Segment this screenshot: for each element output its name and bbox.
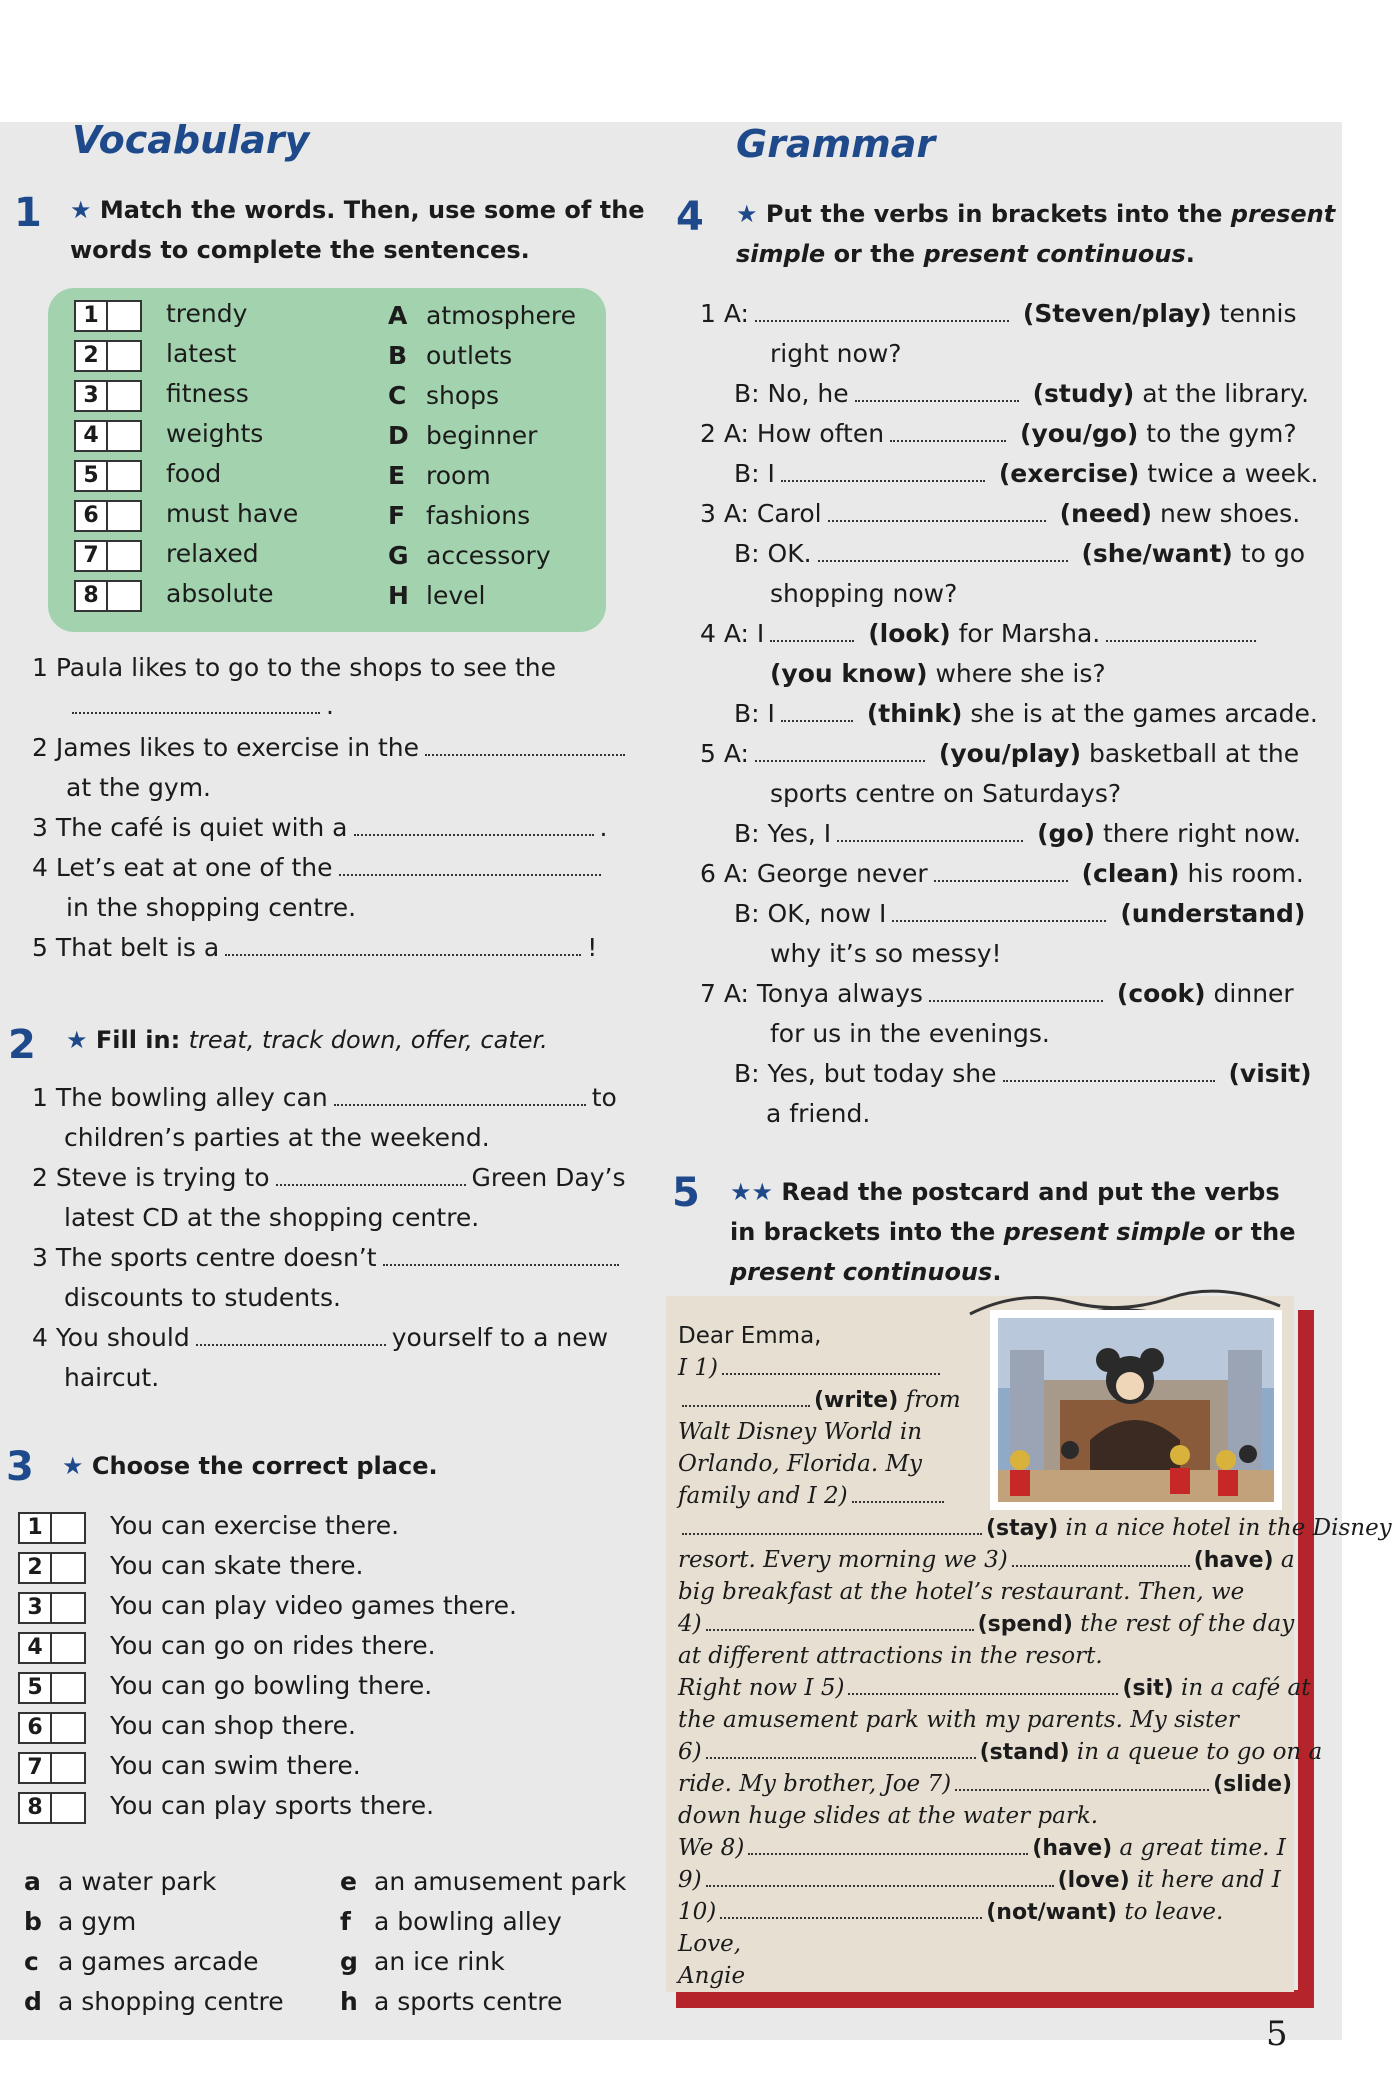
place-option: h a sports centre [340, 1987, 563, 2016]
ex4-line-6b[interactable]: B: OK, now I (understand) [734, 899, 1306, 928]
ex1-sentence-2-cont: at the gym. [66, 773, 212, 802]
ex4-line-4b: (you know) where she is? [770, 659, 1106, 688]
match-word-right: E room [388, 461, 491, 490]
postcard-line-5[interactable]: (stay) in a nice hotel in the Disney [678, 1512, 1392, 1545]
match-number: 4 [76, 422, 108, 450]
exercise-1-number: 1 [14, 190, 42, 236]
postcard-blank-2[interactable]: family and I 2) [678, 1480, 948, 1512]
place-clue: You can go bowling there. [110, 1671, 433, 1700]
ex4-line-3c: shopping now? [770, 579, 958, 608]
place-answer-box[interactable] [18, 1752, 86, 1784]
postcard-red-edge [1298, 1310, 1314, 1990]
ex4-line-2b[interactable]: B: I (exercise) twice a week. [734, 459, 1319, 488]
ex4-line-5b: sports centre on Saturdays? [770, 779, 1122, 808]
exercise-1-instruction: ★ Match the words. Then, use some of the [70, 196, 645, 224]
place-option: e an amusement park [340, 1867, 627, 1896]
place-number: 2 [20, 1554, 52, 1582]
place-number: 3 [20, 1594, 52, 1622]
match-answer-box[interactable] [74, 540, 142, 572]
postcard-blank-6[interactable]: 6) (stand) in a queue to go on a [678, 1739, 1323, 1765]
disney-castle-stamp-image [990, 1310, 1282, 1510]
match-answer-box[interactable] [74, 380, 142, 412]
star-icon: ★ [736, 200, 758, 228]
place-number: 4 [20, 1634, 52, 1662]
place-answer-box[interactable] [18, 1792, 86, 1824]
match-word-right: H level [388, 581, 486, 610]
exercise-3-instruction: ★ Choose the correct place. [62, 1452, 438, 1480]
match-word-right: A atmosphere [388, 301, 576, 330]
ex2-sentence-3[interactable]: 3 The sports centre doesn’t [32, 1238, 625, 1278]
match-number: 1 [76, 302, 108, 330]
ex4-line-4[interactable]: 4 A: I (look) for Marsha. [700, 614, 1262, 654]
match-number: 2 [76, 342, 108, 370]
ex4-line-3b[interactable]: B: OK. (she/want) to go [734, 539, 1306, 568]
ex4-line-6c: why it’s so messy! [770, 939, 1002, 968]
postcard-blank-3[interactable]: resort. Every morning we 3) (have) a [678, 1547, 1295, 1573]
postcard-closing: Love, [678, 1931, 742, 1957]
postcard-blank-8[interactable]: We 8) (have) a great time. I [678, 1835, 1286, 1861]
ex2-sentence-1-cont: children’s parties at the weekend. [64, 1123, 490, 1152]
place-answer-box[interactable] [18, 1712, 86, 1744]
exercise-1-instruction-line2: words to complete the sentences. [70, 236, 530, 264]
postcard-line-2: Walt Disney World in [678, 1419, 923, 1445]
postcard-line-7: big breakfast at the hotel’s restaurant. Then, we [678, 1579, 1245, 1605]
two-star-icon: ★★ [730, 1178, 774, 1206]
place-number: 6 [20, 1714, 52, 1742]
postcard-greeting: Dear Emma, [678, 1323, 822, 1349]
ex4-line-5c[interactable]: B: Yes, I (go) there right now. [734, 819, 1302, 848]
star-icon: ★ [66, 1026, 88, 1054]
ex1-sentence-4-cont: in the shopping centre. [66, 893, 357, 922]
place-option: a a water park [24, 1867, 217, 1896]
match-word-left: must have [166, 499, 299, 528]
star-icon: ★ [70, 196, 92, 224]
match-answer-box[interactable] [74, 340, 142, 372]
match-answer-box[interactable] [74, 300, 142, 332]
match-word-left: trendy [166, 299, 248, 328]
match-number: 8 [76, 582, 108, 610]
place-answer-box[interactable] [18, 1632, 86, 1664]
ex2-sentence-2-cont: latest CD at the shopping centre. [64, 1203, 480, 1232]
exercise-2-number: 2 [8, 1022, 36, 1068]
place-option: g an ice rink [340, 1947, 505, 1976]
place-clue: You can skate there. [110, 1551, 364, 1580]
place-option: d a shopping centre [24, 1987, 284, 2016]
ex4-line-6[interactable]: 6 A: George never (clean) his room. [700, 859, 1304, 888]
postcard-line-11: the amusement park with my parents. My sister [678, 1707, 1239, 1733]
postcard-red-bottom [676, 1990, 1314, 2008]
ex4-line-1c[interactable]: B: No, he (study) at the library. [734, 379, 1310, 408]
place-answer-box[interactable] [18, 1552, 86, 1584]
exercise-5-instruction-line2: in brackets into the present simple or the [730, 1218, 1296, 1246]
place-option: f a bowling alley [340, 1907, 562, 1936]
match-word-left: weights [166, 419, 264, 448]
place-clue: You can play sports there. [110, 1791, 435, 1820]
place-option: b a gym [24, 1907, 137, 1936]
postcard-line-14: down huge slides at the water park. [678, 1803, 1099, 1829]
page-number: 5 [1266, 2014, 1288, 2054]
match-answer-box[interactable] [74, 460, 142, 492]
match-word-left: relaxed [166, 539, 259, 568]
ex4-line-2[interactable]: 2 A: How often (you/go) to the gym? [700, 419, 1297, 448]
match-answer-box[interactable] [74, 500, 142, 532]
ex4-line-7[interactable]: 7 A: Tonya always (cook) dinner [700, 979, 1294, 1008]
ex2-sentence-2[interactable]: 2 Steve is trying to Green Day’s [32, 1163, 626, 1192]
ex4-line-7d: a friend. [766, 1099, 871, 1128]
place-clue: You can swim there. [110, 1751, 361, 1780]
ex1-sentence-3[interactable]: 3 The café is quiet with a . [32, 813, 608, 842]
postcard-line-3: Orlando, Florida. My [678, 1451, 923, 1477]
exercise-4-instruction: ★ Put the verbs in brackets into the present [736, 200, 1336, 228]
ex2-sentence-1[interactable]: 1 The bowling alley can to [32, 1083, 617, 1112]
ex2-sentence-4[interactable]: 4 You should yourself to a new [32, 1323, 609, 1352]
ex4-line-7c[interactable]: B: Yes, but today she (visit) [734, 1059, 1312, 1088]
postcard-line-9: at different attractions in the resort. [678, 1643, 1103, 1669]
vocabulary-heading: Vocabulary [72, 118, 310, 162]
postcard-line-1b[interactable]: (write) from [678, 1384, 961, 1417]
match-number: 3 [76, 382, 108, 410]
match-word-left: latest [166, 339, 237, 368]
place-answer-box[interactable] [18, 1672, 86, 1704]
match-word-right: D beginner [388, 421, 538, 450]
match-answer-box[interactable] [74, 420, 142, 452]
postcard-blank-1[interactable]: I 1) [678, 1352, 944, 1384]
place-number: 5 [20, 1674, 52, 1702]
place-answer-box[interactable] [18, 1512, 86, 1544]
ex1-sentence-4[interactable]: 4 Let’s eat at one of the [32, 848, 607, 888]
match-word-right: C shops [388, 381, 500, 410]
place-clue: You can go on rides there. [110, 1631, 436, 1660]
star-icon: ★ [62, 1452, 84, 1480]
match-answer-box[interactable] [74, 580, 142, 612]
exercise-3-number: 3 [6, 1444, 34, 1490]
match-number: 6 [76, 502, 108, 530]
match-word-left: absolute [166, 579, 274, 608]
ex4-line-7b: for us in the evenings. [770, 1019, 1050, 1048]
match-word-right: F fashions [388, 501, 531, 530]
place-number: 8 [20, 1794, 52, 1822]
exercise-5-instruction-line3: present continuous. [730, 1258, 1002, 1286]
match-word-left: fitness [166, 379, 249, 408]
match-word-right: G accessory [388, 541, 551, 570]
place-answer-box[interactable] [18, 1592, 86, 1624]
ex1-sentence-1: 1 Paula likes to go to the shops to see the [32, 653, 556, 682]
ex1-sentence-2[interactable]: 2 James likes to exercise in the [32, 728, 631, 768]
ex4-line-3[interactable]: 3 A: Carol (need) new shoes. [700, 499, 1301, 528]
ex4-line-1[interactable]: 1 A: (Steven/play) tennis [700, 299, 1297, 328]
exercise-5-instruction: ★★ Read the postcard and put the verbs [730, 1178, 1280, 1206]
postcard-blank-9[interactable]: 9) (love) it here and I [678, 1867, 1281, 1893]
grammar-heading: Grammar [736, 122, 936, 166]
ex1-sentence-5[interactable]: 5 That belt is a ! [32, 933, 598, 962]
match-number: 7 [76, 542, 108, 570]
place-option: c a games arcade [24, 1947, 259, 1976]
postcard-blank-10[interactable]: 10) (not/want) to leave. [678, 1899, 1224, 1925]
place-clue: You can play video games there. [110, 1591, 517, 1620]
ex4-line-5[interactable]: 5 A: (you/play) basketball at the [700, 739, 1300, 768]
ex4-line-1b: right now? [770, 339, 902, 368]
ex2-sentence-3-cont: discounts to students. [64, 1283, 341, 1312]
postcard-blank-7[interactable]: ride. My brother, Joe 7) (slide) [678, 1771, 1293, 1797]
exercise-4-instruction-line2: simple or the present continuous. [736, 240, 1195, 268]
ex1-sentence-1-blank[interactable]: . [66, 686, 334, 726]
postcard-blank-4[interactable]: 4) (spend) the rest of the day [678, 1611, 1295, 1637]
postcard-blank-5[interactable]: Right now I 5) (sit) in a café at [678, 1675, 1311, 1701]
place-number: 1 [20, 1514, 52, 1542]
match-word-right: B outlets [388, 341, 513, 370]
exercise-5-number: 5 [672, 1170, 700, 1216]
place-clue: You can exercise there. [110, 1511, 400, 1540]
exercise-4-number: 4 [676, 194, 704, 240]
postcard-signature: Angie [678, 1963, 746, 1989]
ex4-line-4c[interactable]: B: I (think) she is at the games arcade. [734, 699, 1318, 728]
match-number: 5 [76, 462, 108, 490]
place-number: 7 [20, 1754, 52, 1782]
place-clue: You can shop there. [110, 1711, 356, 1740]
exercise-2-instruction: ★ Fill in: treat, track down, offer, cater. [66, 1026, 548, 1054]
ex2-sentence-4-cont: haircut. [64, 1363, 160, 1392]
match-word-left: food [166, 459, 222, 488]
